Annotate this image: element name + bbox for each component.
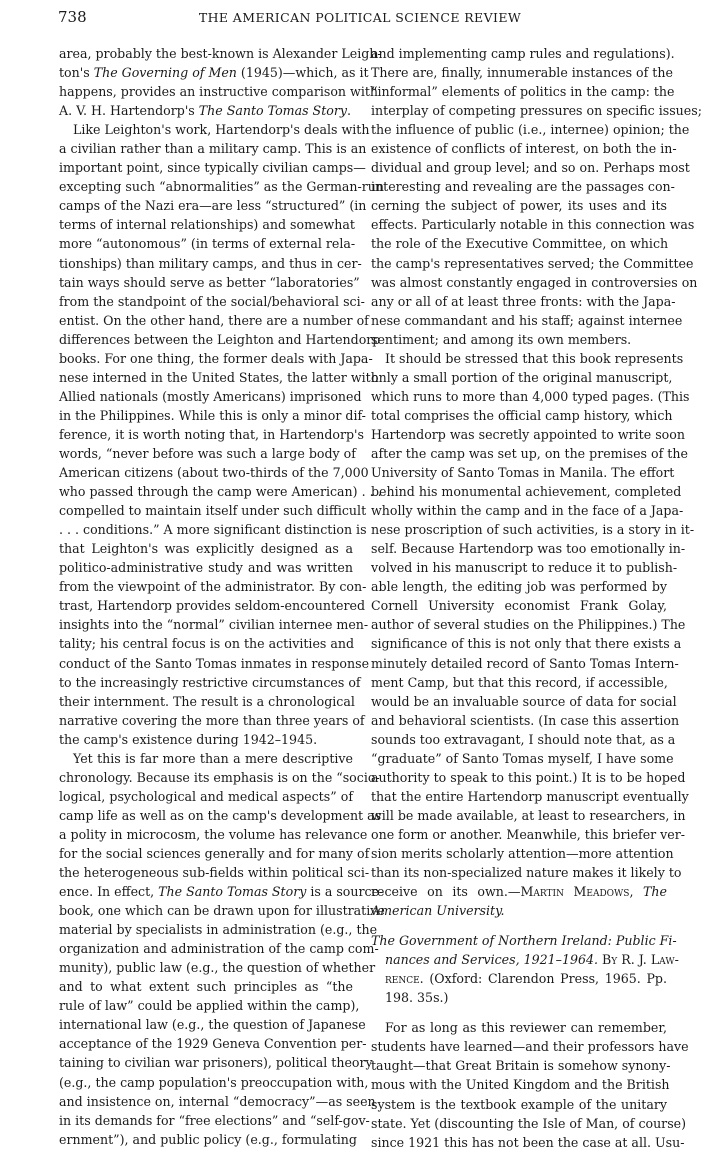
- page-number: 738: [58, 8, 87, 26]
- text-line: the camp's representatives served; the Committee: [371, 255, 694, 271]
- text-line: There are, finally, innumerable instances of the: [371, 65, 673, 81]
- text-line: in its demands for “free elections” and “self-gov-: [59, 1112, 370, 1128]
- text-line: ment Camp, but that this record, if accessible,: [371, 674, 668, 690]
- text-line: their internment. The result is a chronological: [59, 693, 355, 709]
- text-line: area, probably the best-known is Alexander Leigh-: [59, 46, 382, 61]
- text-line: the influence of public (i.e., internee) opinion; the: [371, 122, 690, 138]
- text-line: than its non-specialized nature makes it likely to: [371, 865, 682, 881]
- book-author: R. J. Law-: [621, 952, 679, 968]
- text-line: mous with the United Kingdom and the British: [371, 1077, 670, 1093]
- book-title-line-2: nances and Services, 1921–1964. By R. J. Law-: [385, 952, 679, 968]
- text-line: nese proscription of such activities, is a story in it-: [371, 522, 695, 538]
- text-line: students have learned—and their professors have: [371, 1039, 689, 1055]
- text-line: and to what extent such principles as “the: [59, 979, 353, 995]
- text-line: (e.g., the camp population's preoccupation with,: [59, 1074, 369, 1090]
- text-line: compelled to maintain itself under such difficult: [59, 503, 367, 519]
- right-column: [371, 44, 702, 1152]
- text-line: significance of this is not only that there exists a: [371, 636, 682, 652]
- text-line: which runs to more than 4,000 typed pages. (This: [371, 388, 690, 404]
- text-line: cerning the subject of power, its uses and its: [371, 198, 667, 214]
- text-line: system is the textbook example of the unitary: [371, 1096, 667, 1112]
- text-line: dividual and group level; and so on. Perhaps most: [371, 160, 690, 176]
- text-line: acceptance of the 1929 Geneva Convention per-: [59, 1036, 367, 1052]
- book-publication-line: rence. (Oxford: Clarendon Press, 1965. Pp.: [385, 971, 667, 987]
- text-line: conduct of the Santo Tomas inmates in response: [59, 655, 370, 671]
- text-line: and insistence on, internal “democracy”—as seen: [59, 1093, 376, 1109]
- text-line: rule of law” could be applied within the camp),: [59, 998, 360, 1014]
- text-line: the camp's existence during 1942–1945.: [59, 731, 318, 747]
- text-line: Yet this is far more than a mere descriptive: [73, 750, 353, 766]
- text-line: a polity in microcosm, the volume has relevance: [59, 826, 368, 842]
- text-line: logical, psychological and medical aspects” of: [59, 788, 353, 804]
- text-line: excepting such “abnormalities” as the German-run: [59, 179, 384, 195]
- text-line: able length, the editing job was performed by: [371, 579, 667, 595]
- text-line: taining to civilian war prisoners), political theory: [59, 1055, 373, 1071]
- text-line: after the camp was set up, on the premises of the: [371, 445, 688, 461]
- text-line: wholly within the camp and in the face of a Japa-: [371, 503, 684, 519]
- text-line: self. Because Hartendorp was too emotionally in-: [371, 541, 686, 557]
- running-head: THE AMERICAN POLITICAL SCIENCE REVIEW: [198, 10, 522, 25]
- text-line: insights into the “normal” civilian internee men-: [59, 617, 369, 633]
- text-line: Cornell University economist Frank Golay,: [371, 598, 667, 614]
- text-line: differences between the Leighton and Hartendorp: [59, 331, 381, 347]
- text-line: only a small portion of the original manuscript,: [371, 369, 673, 385]
- text-line: ernment”), and public policy (e.g., formulating: [59, 1131, 357, 1147]
- text-line: behind his monumental achievement, completed: [371, 484, 682, 500]
- text-line: from the standpoint of the social/behavioral sci-: [59, 293, 365, 309]
- text-line: politico-administrative study and was written: [59, 560, 353, 576]
- text-line: tality; his central focus is on the activities and: [59, 636, 355, 652]
- review-body-continued: [371, 44, 702, 882]
- text-line: narrative covering the more than three years of: [59, 712, 365, 728]
- text-line: camp life as well as on the camp's development as: [59, 807, 382, 823]
- text-line: tain ways should serve as better “laboratories”: [59, 274, 360, 290]
- text-line: “informal” elements of politics in the camp: the: [371, 84, 675, 100]
- text-line: nese commandant and his staff; against internee: [371, 312, 683, 328]
- text-line: to the increasingly restrictive circumstances of: [59, 674, 361, 690]
- text-line: . . . conditions.” A more significant distinction is: [59, 522, 367, 538]
- text-line: sentiment; and among its own members.: [371, 331, 632, 347]
- text-line: American citizens (about two-thirds of the 7,000: [59, 465, 369, 481]
- text-line: would be an invaluable source of data for social: [371, 693, 677, 709]
- text-line: tionships) than military camps, and thus in cer-: [59, 255, 362, 271]
- text-line: taught—that Great Britain is somehow synony-: [371, 1058, 671, 1074]
- book-title-line-1: The Government of Northern Ireland: Public Fi-: [371, 933, 677, 949]
- text-line: from the viewpoint of the administrator. By con-: [59, 579, 367, 595]
- text-line: Allied nationals (mostly Americans) imprisoned: [59, 388, 362, 404]
- text-line: ton's The Governing of Men (1945)—which, as it: [59, 65, 369, 81]
- text-line: who passed through the camp were American) . . .: [59, 484, 382, 500]
- text-line: important point, since typically civilian camps—: [59, 160, 366, 176]
- text-line: sion merits scholarly attention—more attention: [371, 845, 674, 861]
- text-line: words, “never before was such a large body of: [59, 445, 356, 461]
- text-line: chronology. Because its emphasis is on the “socio-: [59, 769, 380, 785]
- text-line: terms of internal relationships) and somewhat: [59, 217, 355, 233]
- text-line: ence. In effect, The Santo Tomas Story is a source-: [59, 884, 384, 900]
- text-line: and behavioral scientists. (In case this assertion: [371, 712, 680, 728]
- text-line: a civilian rather than a military camp. This is an: [59, 141, 367, 157]
- text-line: sounds too extravagant, I should note that, as a: [371, 731, 676, 747]
- left-column: [59, 44, 385, 1149]
- text-line: trast, Hartendorp provides seldom-encountered: [59, 598, 366, 614]
- text-line: books. For one thing, the former deals with Japa-: [59, 350, 373, 366]
- text-line: “graduate” of Santo Tomas myself, I have some: [371, 750, 674, 766]
- book-entry: [371, 931, 679, 1007]
- text-line: It should be stressed that this book represents: [385, 350, 684, 366]
- text-line: interesting and revealing are the passages con-: [371, 179, 675, 195]
- text-line: since 1921 this has not been the case at all. Usu-: [371, 1134, 685, 1150]
- text-line: that Leighton's was explicitly designed as a: [59, 541, 353, 557]
- text-line: authority to speak to this point.) It is to be hoped: [371, 769, 686, 785]
- text-line: was almost constantly engaged in controversies on: [371, 274, 698, 290]
- text-line: University of Santo Tomas in Manila. The effort: [371, 465, 675, 481]
- text-line: total comprises the official camp history, which: [371, 407, 673, 423]
- text-line: any or all of at least three fronts: with the Japa-: [371, 293, 676, 309]
- text-line: for the social sciences generally and for many of: [59, 845, 370, 861]
- text-line: and implementing camp rules and regulations).: [371, 46, 675, 61]
- text-line: Like Leighton's work, Hartendorp's deals with: [73, 122, 370, 138]
- text-line: volved in his manuscript to reduce it to publish-: [371, 560, 678, 576]
- text-line: A. V. H. Hartendorp's The Santo Tomas Story.: [59, 103, 351, 119]
- text-line: For as long as this reviewer can remember,: [385, 1020, 667, 1036]
- text-line: entist. On the other hand, there are a number of: [59, 312, 369, 328]
- text-line: nese interned in the United States, the latter with: [59, 369, 379, 385]
- text-line: that the entire Hartendorp manuscript eventually: [371, 788, 689, 804]
- text-line: the role of the Executive Committee, on which: [371, 236, 669, 252]
- text-line: munity), public law (e.g., the question of whether: [59, 960, 376, 976]
- text-line: one form or another. Meanwhile, this briefer ver-: [371, 826, 686, 842]
- text-line: international law (e.g., the question of Japanese: [59, 1017, 366, 1033]
- text-line: existence of conflicts of interest, on both the in-: [371, 141, 677, 157]
- text-line: effects. Particularly notable in this connection was: [371, 217, 695, 233]
- text-line: Hartendorp was secretly appointed to write soon: [371, 426, 685, 442]
- new-review-body: [371, 1018, 689, 1151]
- text-line: organization and administration of the camp com-: [59, 941, 379, 957]
- text-line: the heterogeneous sub-fields within political sci-: [59, 865, 370, 881]
- text-line: ference, it is worth noting that, in Hartendorp's: [59, 426, 364, 442]
- text-line: author of several studies on the Philippines.) The: [371, 617, 686, 633]
- book-price-line: 198. 35s.): [385, 990, 449, 1006]
- text-line: book, one which can be drawn upon for illustrative: [59, 903, 385, 919]
- text-line: state. Yet (discounting the Isle of Man, of course): [371, 1115, 687, 1131]
- text-line: more “autonomous” (in terms of external rela-: [59, 236, 356, 252]
- review-signature: receive on its own.—Martin Meadows, The: [371, 884, 667, 900]
- text-line: camps of the Nazi era—are less “structured” (in: [59, 198, 367, 214]
- text-line: interplay of competing pressures on specific issues;: [371, 103, 702, 119]
- reviewer-name: Martin Meadows: [520, 884, 630, 900]
- reviewer-affiliation: American University.: [371, 903, 505, 919]
- text-line: will be made available, at least to researchers, in: [371, 807, 686, 823]
- text-line: in the Philippines. While this is only a minor dif-: [59, 407, 366, 423]
- text-line: happens, provides an instructive comparison with: [59, 84, 379, 100]
- text-line: minutely detailed record of Santo Tomas Intern-: [371, 655, 679, 671]
- text-line: material by specialists in administration (e.g., the: [59, 922, 378, 938]
